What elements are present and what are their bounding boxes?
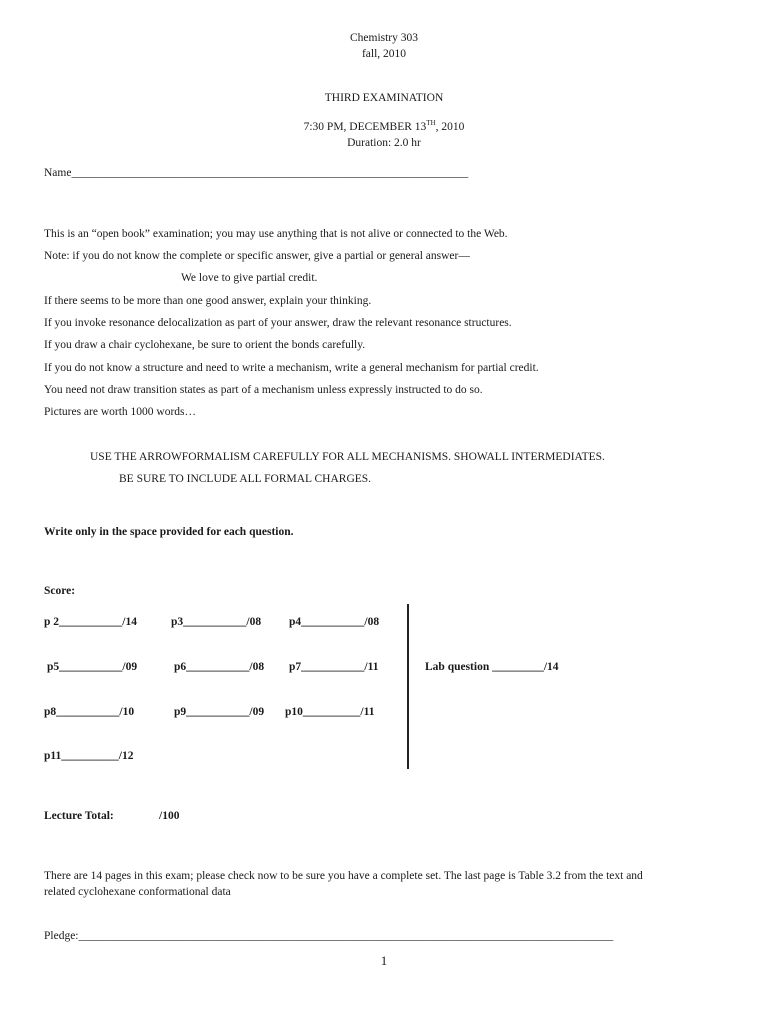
warning-line-2: BE SURE TO INCLUDE ALL FORMAL CHARGES. (119, 473, 372, 485)
score-item-p9[interactable]: p9___________/09 (174, 706, 265, 718)
exam-date-main: 7:30 PM, DECEMBER 13 (303, 121, 427, 133)
exam-date-superscript: TH (426, 119, 436, 127)
score-item-p8[interactable]: p8___________/10 (44, 706, 135, 718)
score-item-p11[interactable]: p11__________/12 (44, 750, 134, 762)
lecture-total-value: /100 (159, 810, 180, 822)
exam-duration: Duration: 2.0 hr (347, 137, 421, 149)
exam-date (0, 121, 768, 133)
instruction-line: If you invoke resonance delocalization as part of your answer, draw the relevant resonance structures. (44, 317, 512, 329)
instruction-line: We love to give partial credit. (181, 272, 318, 284)
pages-note-line-1: There are 14 pages in this exam; please check now to be sure you have a complete set. The last page is Table 3.2 from the text and (44, 870, 643, 882)
exam-title: THIRD EXAMINATION (324, 92, 444, 104)
instruction-line: If there seems to be more than one good answer, explain your thinking. (44, 295, 372, 307)
instruction-line: If you do not know a structure and need to write a mechanism, write a general mechanism for partial credit. (44, 362, 539, 374)
exam-date-year: , 2010 (435, 121, 465, 133)
score-item-p7[interactable]: p7___________/11 (289, 661, 379, 673)
score-item-p3[interactable]: p3___________/08 (171, 616, 262, 628)
score-item-p6[interactable]: p6___________/08 (174, 661, 265, 673)
score-item-p5[interactable]: p5___________/09 (47, 661, 138, 673)
pages-note-line-2: related cyclohexane conformational data (44, 886, 231, 898)
instruction-line: If you draw a chair cyclohexane, be sure to orient the bonds carefully. (44, 339, 366, 351)
score-item-p2[interactable]: p 2___________/14 (44, 616, 137, 628)
course-title: Chemistry 303 (349, 32, 419, 44)
instruction-line: Pictures are worth 1000 words… (44, 406, 197, 418)
warning-line-1: USE THE ARROWFORMALISM CAREFULLY FOR ALL MECHANISMS. SHOWALL INTERMEDIATES. (90, 451, 605, 463)
pledge-field[interactable]: Pledge:_____________________________________________________________________________________________ (44, 930, 614, 942)
lab-question-score[interactable]: Lab question _________/14 (425, 661, 559, 673)
write-only-note: Write only in the space provided for each question. (44, 526, 294, 538)
score-label: Score: (44, 585, 76, 597)
score-divider (407, 604, 409, 769)
instruction-line: You need not draw transition states as part of a mechanism unless expressly instructed to do so. (44, 384, 483, 396)
instruction-line: Note: if you do not know the complete or specific answer, give a partial or general answer— (44, 250, 470, 262)
score-item-p10[interactable]: p10__________/11 (285, 706, 375, 718)
page-number: 1 (380, 953, 388, 968)
lecture-total-label: Lecture Total: (44, 810, 114, 822)
term: fall, 2010 (361, 48, 407, 60)
instruction-line: This is an “open book” examination; you may use anything that is not alive or connected to the Web. (44, 228, 508, 240)
score-item-p4[interactable]: p4___________/08 (289, 616, 380, 628)
name-field[interactable]: Name_____________________________________________________________________ (44, 167, 469, 179)
